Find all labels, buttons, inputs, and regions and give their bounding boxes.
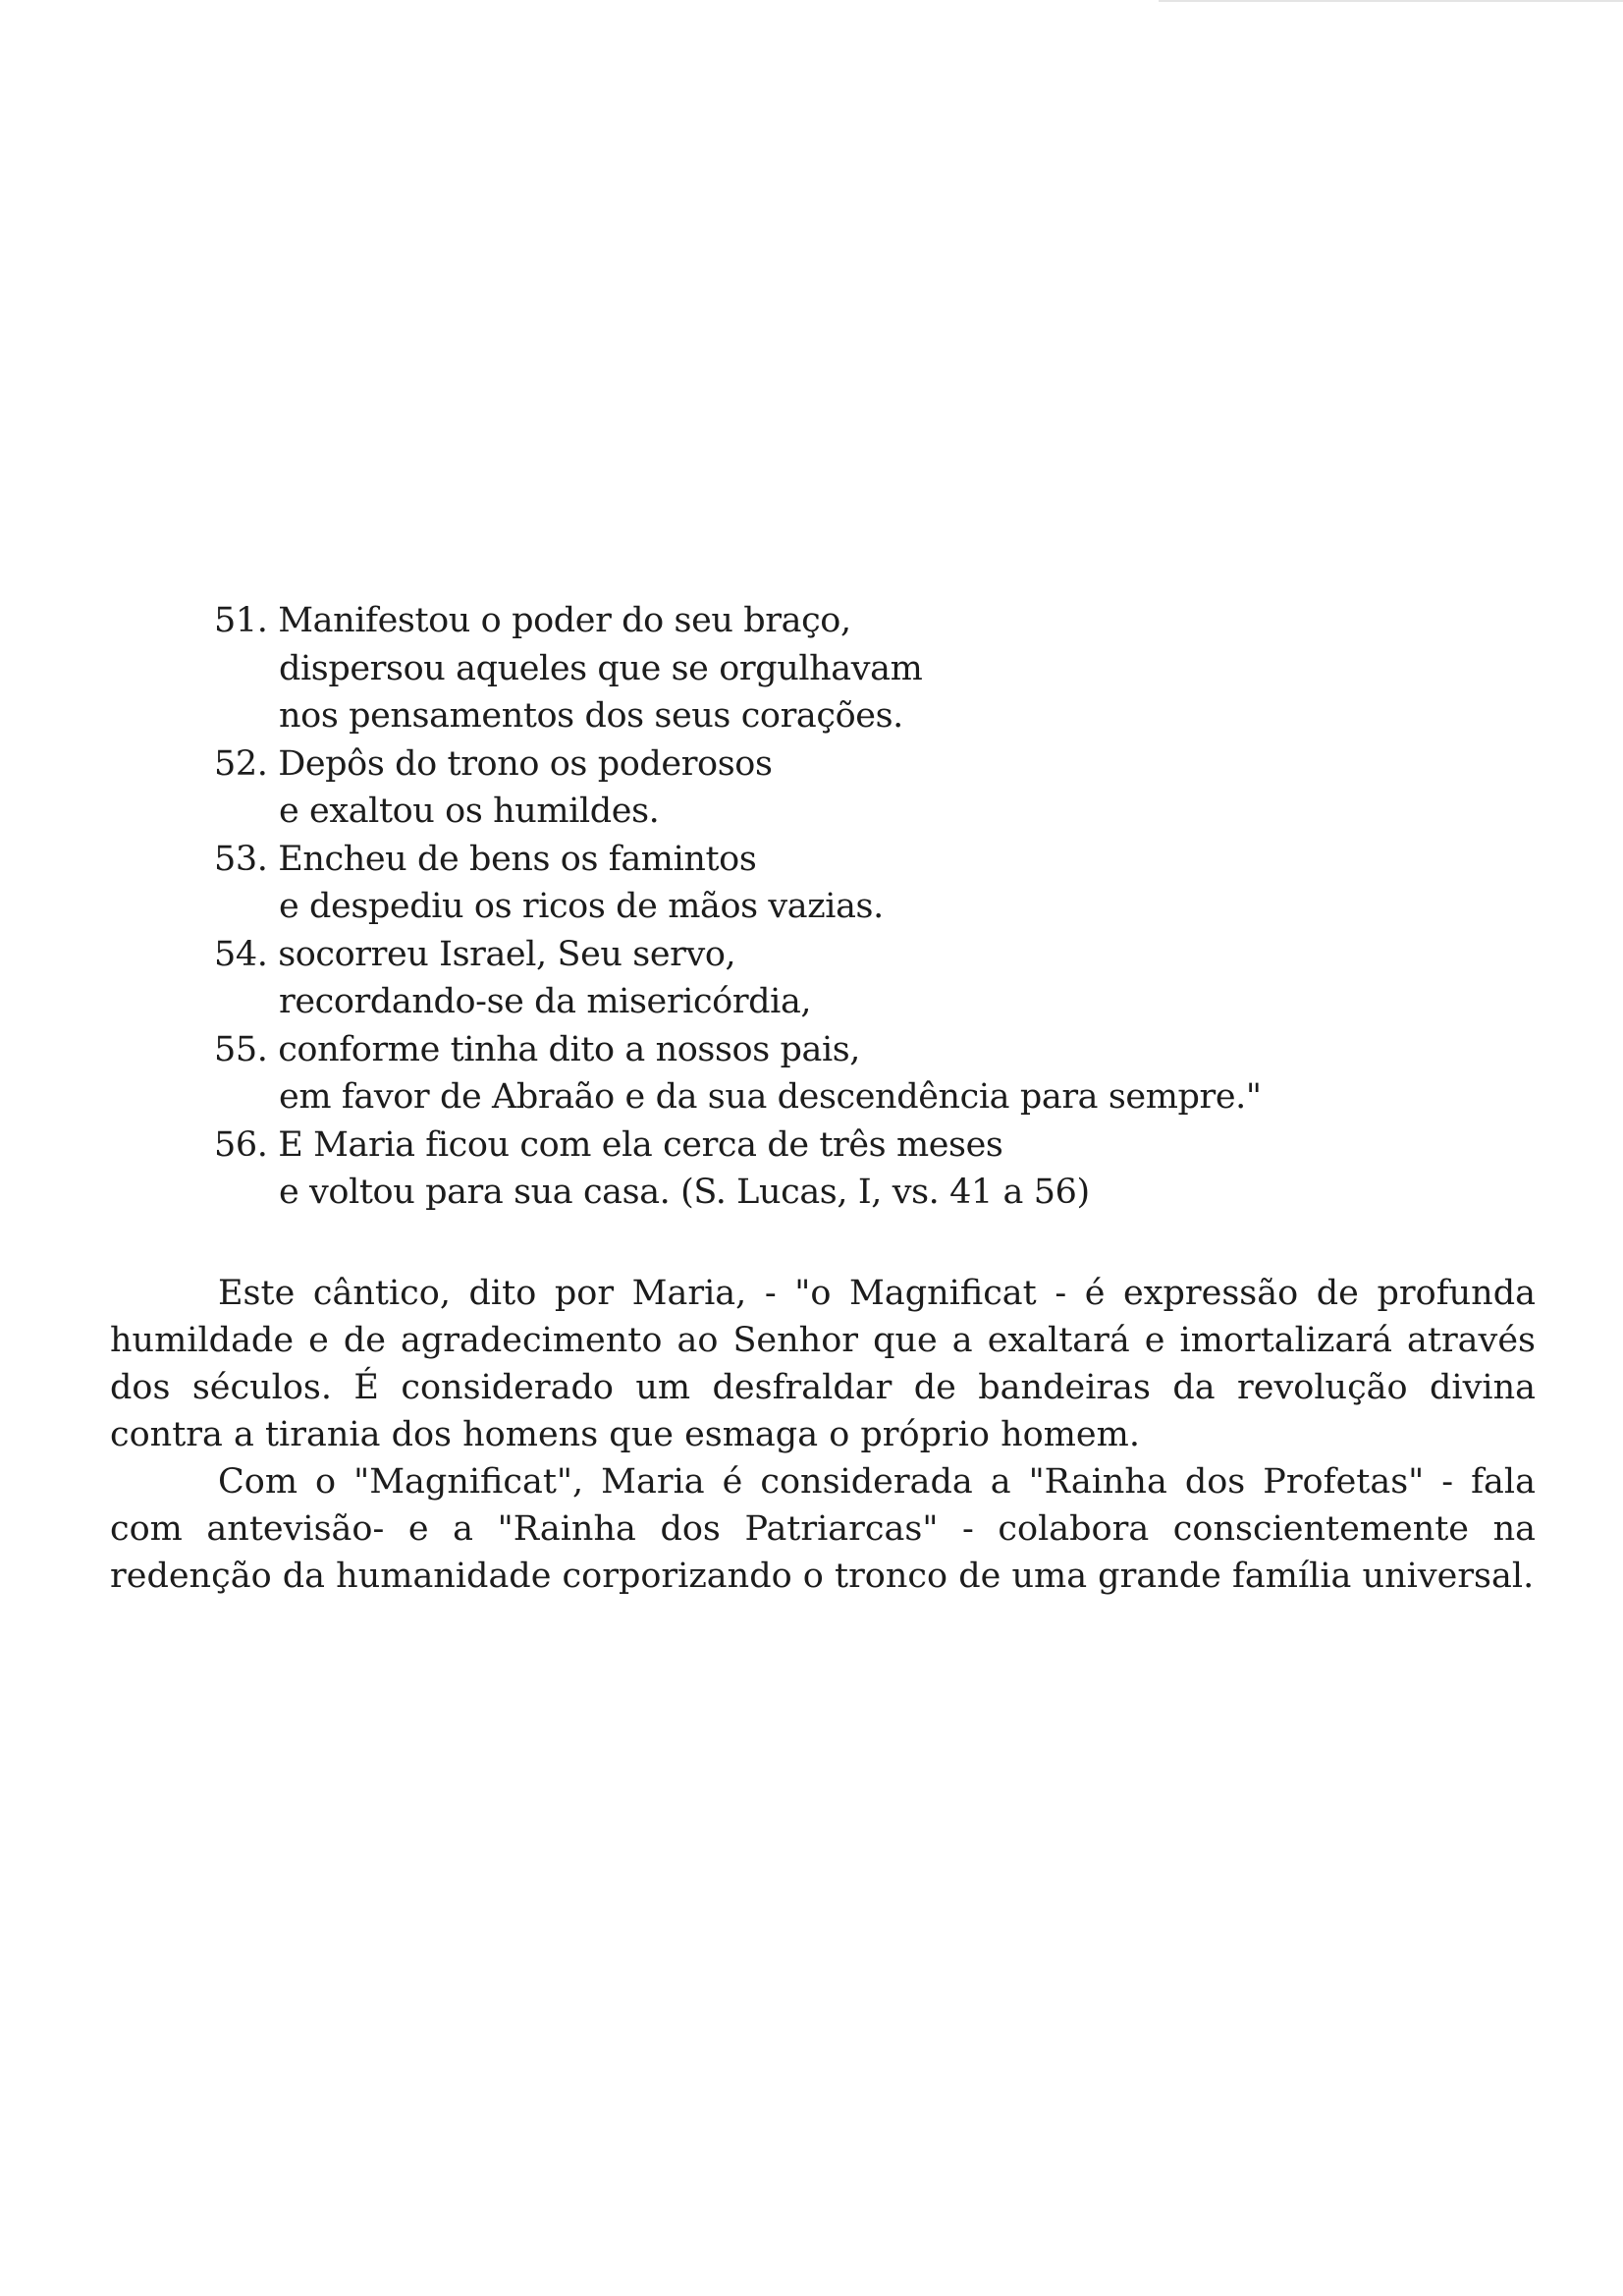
verse-text: em favor de Abraão e da sua descendência para sempre." xyxy=(279,1077,1262,1117)
verse-number: 54. xyxy=(214,934,268,974)
verse-line xyxy=(214,1073,1294,1121)
verse-line xyxy=(214,931,1294,979)
verse-text: dispersou aqueles que se orgulhavam xyxy=(279,648,923,688)
verse-line xyxy=(214,1121,1294,1170)
verse-text: Encheu de bens os famintos xyxy=(278,839,757,879)
verse-text: Manifestou o poder do seu braço, xyxy=(278,601,851,640)
verse-line xyxy=(214,978,1294,1026)
verse-line xyxy=(214,1026,1294,1074)
verse-text: e despediu os ricos de mãos vazias. xyxy=(279,887,884,926)
verse-number: 52. xyxy=(214,743,268,784)
verse-text: socorreu Israel, Seu servo, xyxy=(278,934,736,974)
verse-number: 56. xyxy=(214,1124,268,1165)
verse-text: e voltou para sua casa. (S. Lucas, I, vs. 41 a 56) xyxy=(279,1173,1090,1212)
paragraph-rainha-dos-profetas: Com o "Magnificat", Maria é considerada a "Rainha dos Profetas" - fala com antevisão- e a "Rainha dos Patriarcas" - colabora conscientemente na redenção da humanidade corporizando o tronco de uma grande família universal. xyxy=(110,1462,1536,1596)
verse-number: 55. xyxy=(214,1029,268,1069)
verse-number: 53. xyxy=(214,839,268,879)
verse-number: 51. xyxy=(214,601,268,640)
verse-text: e exaltou os humildes. xyxy=(279,792,660,831)
paragraph-magnificat-intro: Este cântico, dito por Maria, - "o Magnificat - é expressão de profunda humildade e de agradecimento ao Senhor que a exaltará e imortalizará através dos séculos. É considerado um desfraldar de bandeiras da revolução divina contra a tirania dos homens que esmaga o próprio homem. xyxy=(110,1274,1536,1454)
commentary-block xyxy=(110,1270,1536,1600)
verse-line xyxy=(214,788,1294,836)
verse-line xyxy=(214,692,1294,740)
scan-edge-line xyxy=(1159,0,1623,2)
verse-line xyxy=(214,597,1294,645)
verse-text: E Maria ficou com ela cerca de três meses xyxy=(278,1124,1003,1165)
verse-line xyxy=(214,883,1294,931)
verse-line xyxy=(214,740,1294,789)
verse-line xyxy=(214,836,1294,884)
verse-text: recordando-se da misericórdia, xyxy=(279,982,812,1021)
verse-text: Depôs do trono os poderosos xyxy=(278,743,773,784)
verse-line xyxy=(214,645,1294,693)
verse-text: conforme tinha dito a nossos pais, xyxy=(278,1029,861,1069)
verse-block xyxy=(214,597,1294,1217)
verse-text: nos pensamentos dos seus corações. xyxy=(279,696,903,736)
verse-line xyxy=(214,1169,1294,1217)
